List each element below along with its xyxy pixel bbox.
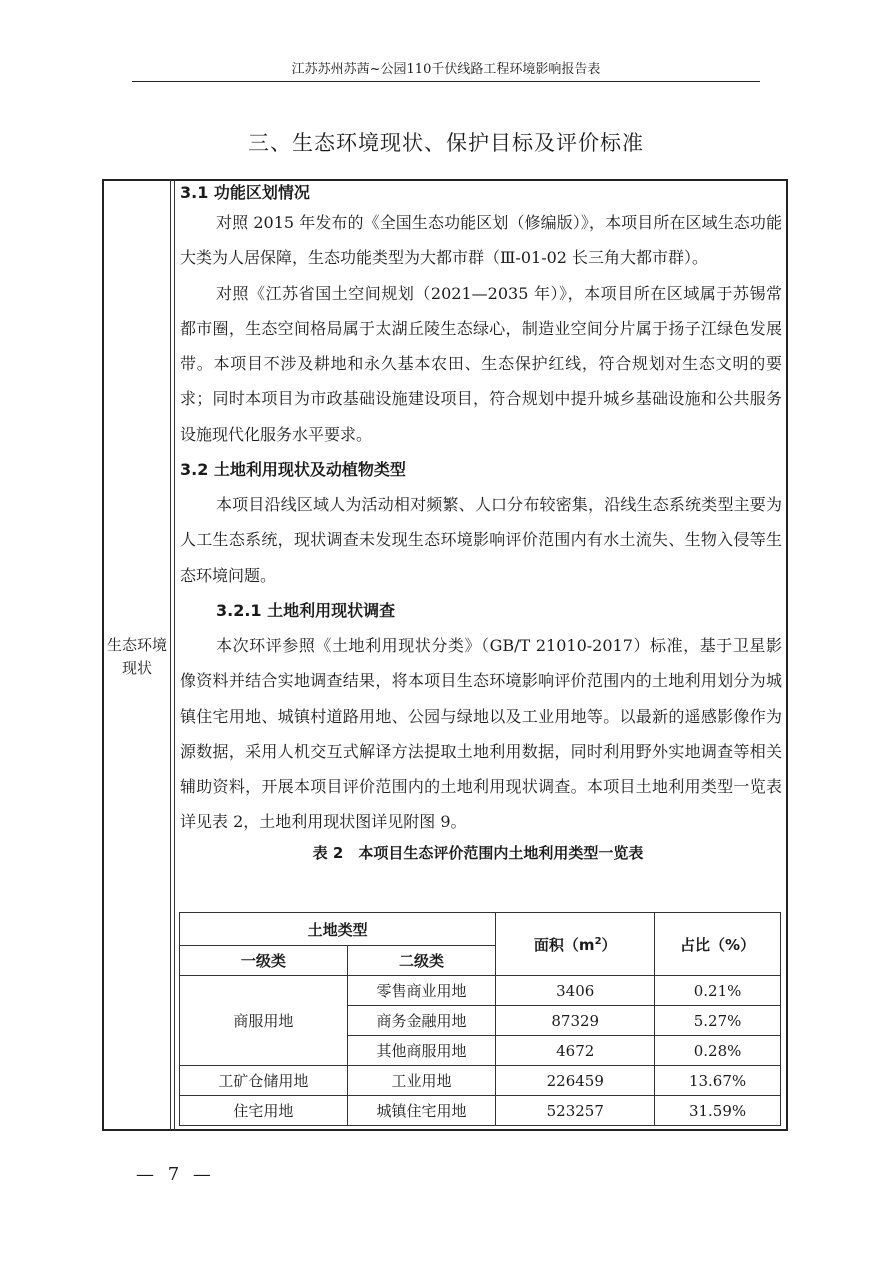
- cell-ratio: 31.59%: [655, 1096, 781, 1126]
- land-use-table: [179, 912, 781, 1126]
- table-header-row: [180, 913, 781, 946]
- cell-area: 3406: [496, 976, 655, 1006]
- table-row: [180, 1096, 781, 1126]
- section-3-2-title: 3.2 土地利用现状及动植物类型: [180, 460, 406, 480]
- section-3-1-title: 3.1 功能区划情况: [180, 183, 310, 202]
- header-level-1: 一级类: [180, 946, 348, 976]
- side-label: 生态环境现状: [106, 636, 167, 677]
- chapter-title: 三、生态环境现状、保护目标及评价标准: [248, 131, 644, 155]
- cell-level2: 城镇住宅用地: [347, 1096, 496, 1126]
- cell-ratio: 0.21%: [655, 976, 781, 1006]
- header-land-type: 土地类型: [180, 913, 496, 946]
- header-ratio: 占比（%）: [655, 913, 781, 976]
- table-row: [180, 1066, 781, 1096]
- section-3-2-1-paragraph-1: 本次环评参照《土地利用现状分类》（GB/T 21010-2017）标准，基于卫星影像资料并结合实地调查结果，将本项目生态环境影响评价范围内的土地利用划分为城镇住宅用地、城镇村道路用地、公园与绿地以及工业用地等。以最新的遥感影像作为源数据，采用人机交互式解译方法提取土地利用数据，同时利用野外实地调查等相关辅助资料，开展本项目评价范围内的土地利用现状调查。本项目土地利用类型一览表详见表 2，土地利用现状图详见附图 9。: [180, 635, 782, 832]
- table-row: [180, 976, 781, 1006]
- section-3-2-paragraph-1: 本项目沿线区域人为活动相对频繁、人口分布较密集，沿线生态系统类型主要为人工生态系统，现状调查未发现生态环境影响评价范围内有水土流失、生物入侵等生态环境问题。: [180, 495, 782, 585]
- cell-ratio: 13.67%: [655, 1066, 781, 1096]
- content-column: [180, 181, 782, 864]
- cell-area: 523257: [496, 1096, 655, 1126]
- cell-level2: 零售商业用地: [347, 976, 496, 1006]
- cell-ratio: 0.28%: [655, 1036, 781, 1066]
- cell-area: 4672: [496, 1036, 655, 1066]
- table-caption: 表 2 本项目生态评价范围内土地利用类型一览表: [312, 843, 644, 862]
- cell-ratio: 5.27%: [655, 1006, 781, 1036]
- header-rule: [132, 81, 760, 82]
- group-commercial: 商服用地: [180, 976, 348, 1066]
- group-residential: 住宅用地: [180, 1096, 348, 1126]
- cell-level2: 商务金融用地: [347, 1006, 496, 1036]
- group-industrial: 工矿仓储用地: [180, 1066, 348, 1096]
- header-level-2: 二级类: [347, 946, 496, 976]
- cell-level2: 其他商服用地: [347, 1036, 496, 1066]
- section-3-1-paragraph-2: 对照《江苏省国土空间规划（2021—2035 年）》，本项目所在区域属于苏锡常都市圈，生态空间格局属于太湖丘陵生态绿心，制造业空间分片属于扬子江绿色发展带。本项目不涉及耕地和永久基本农田、生态保护红线，符合规划对生态文明的要求；同时本项目为市政基础设施建设项目，符合规划中提升城乡基础设施和公共服务设施现代化服务水平要求。: [180, 283, 782, 444]
- header-area: 面积$(m^2)$: [496, 913, 655, 976]
- page-number: — 7 —: [136, 1164, 215, 1185]
- section-3-1-paragraph-1: 对照 2015 年发布的《全国生态功能区划（修编版）》，本项目所在区域生态功能大类为人居保障，生态功能类型为大都市群（Ⅲ-01-02 长三角大都市群）。: [180, 213, 782, 268]
- frame-divider: [170, 179, 175, 1131]
- section-3-2-1-title: 3.2.1 土地利用现状调查: [216, 600, 396, 620]
- cell-area: 87329: [496, 1006, 655, 1036]
- running-header: 江苏苏州苏茜~公园110千伏线路工程环境影响报告表: [291, 62, 601, 77]
- cell-level2: 工业用地: [347, 1066, 496, 1096]
- cell-area: 226459: [496, 1066, 655, 1096]
